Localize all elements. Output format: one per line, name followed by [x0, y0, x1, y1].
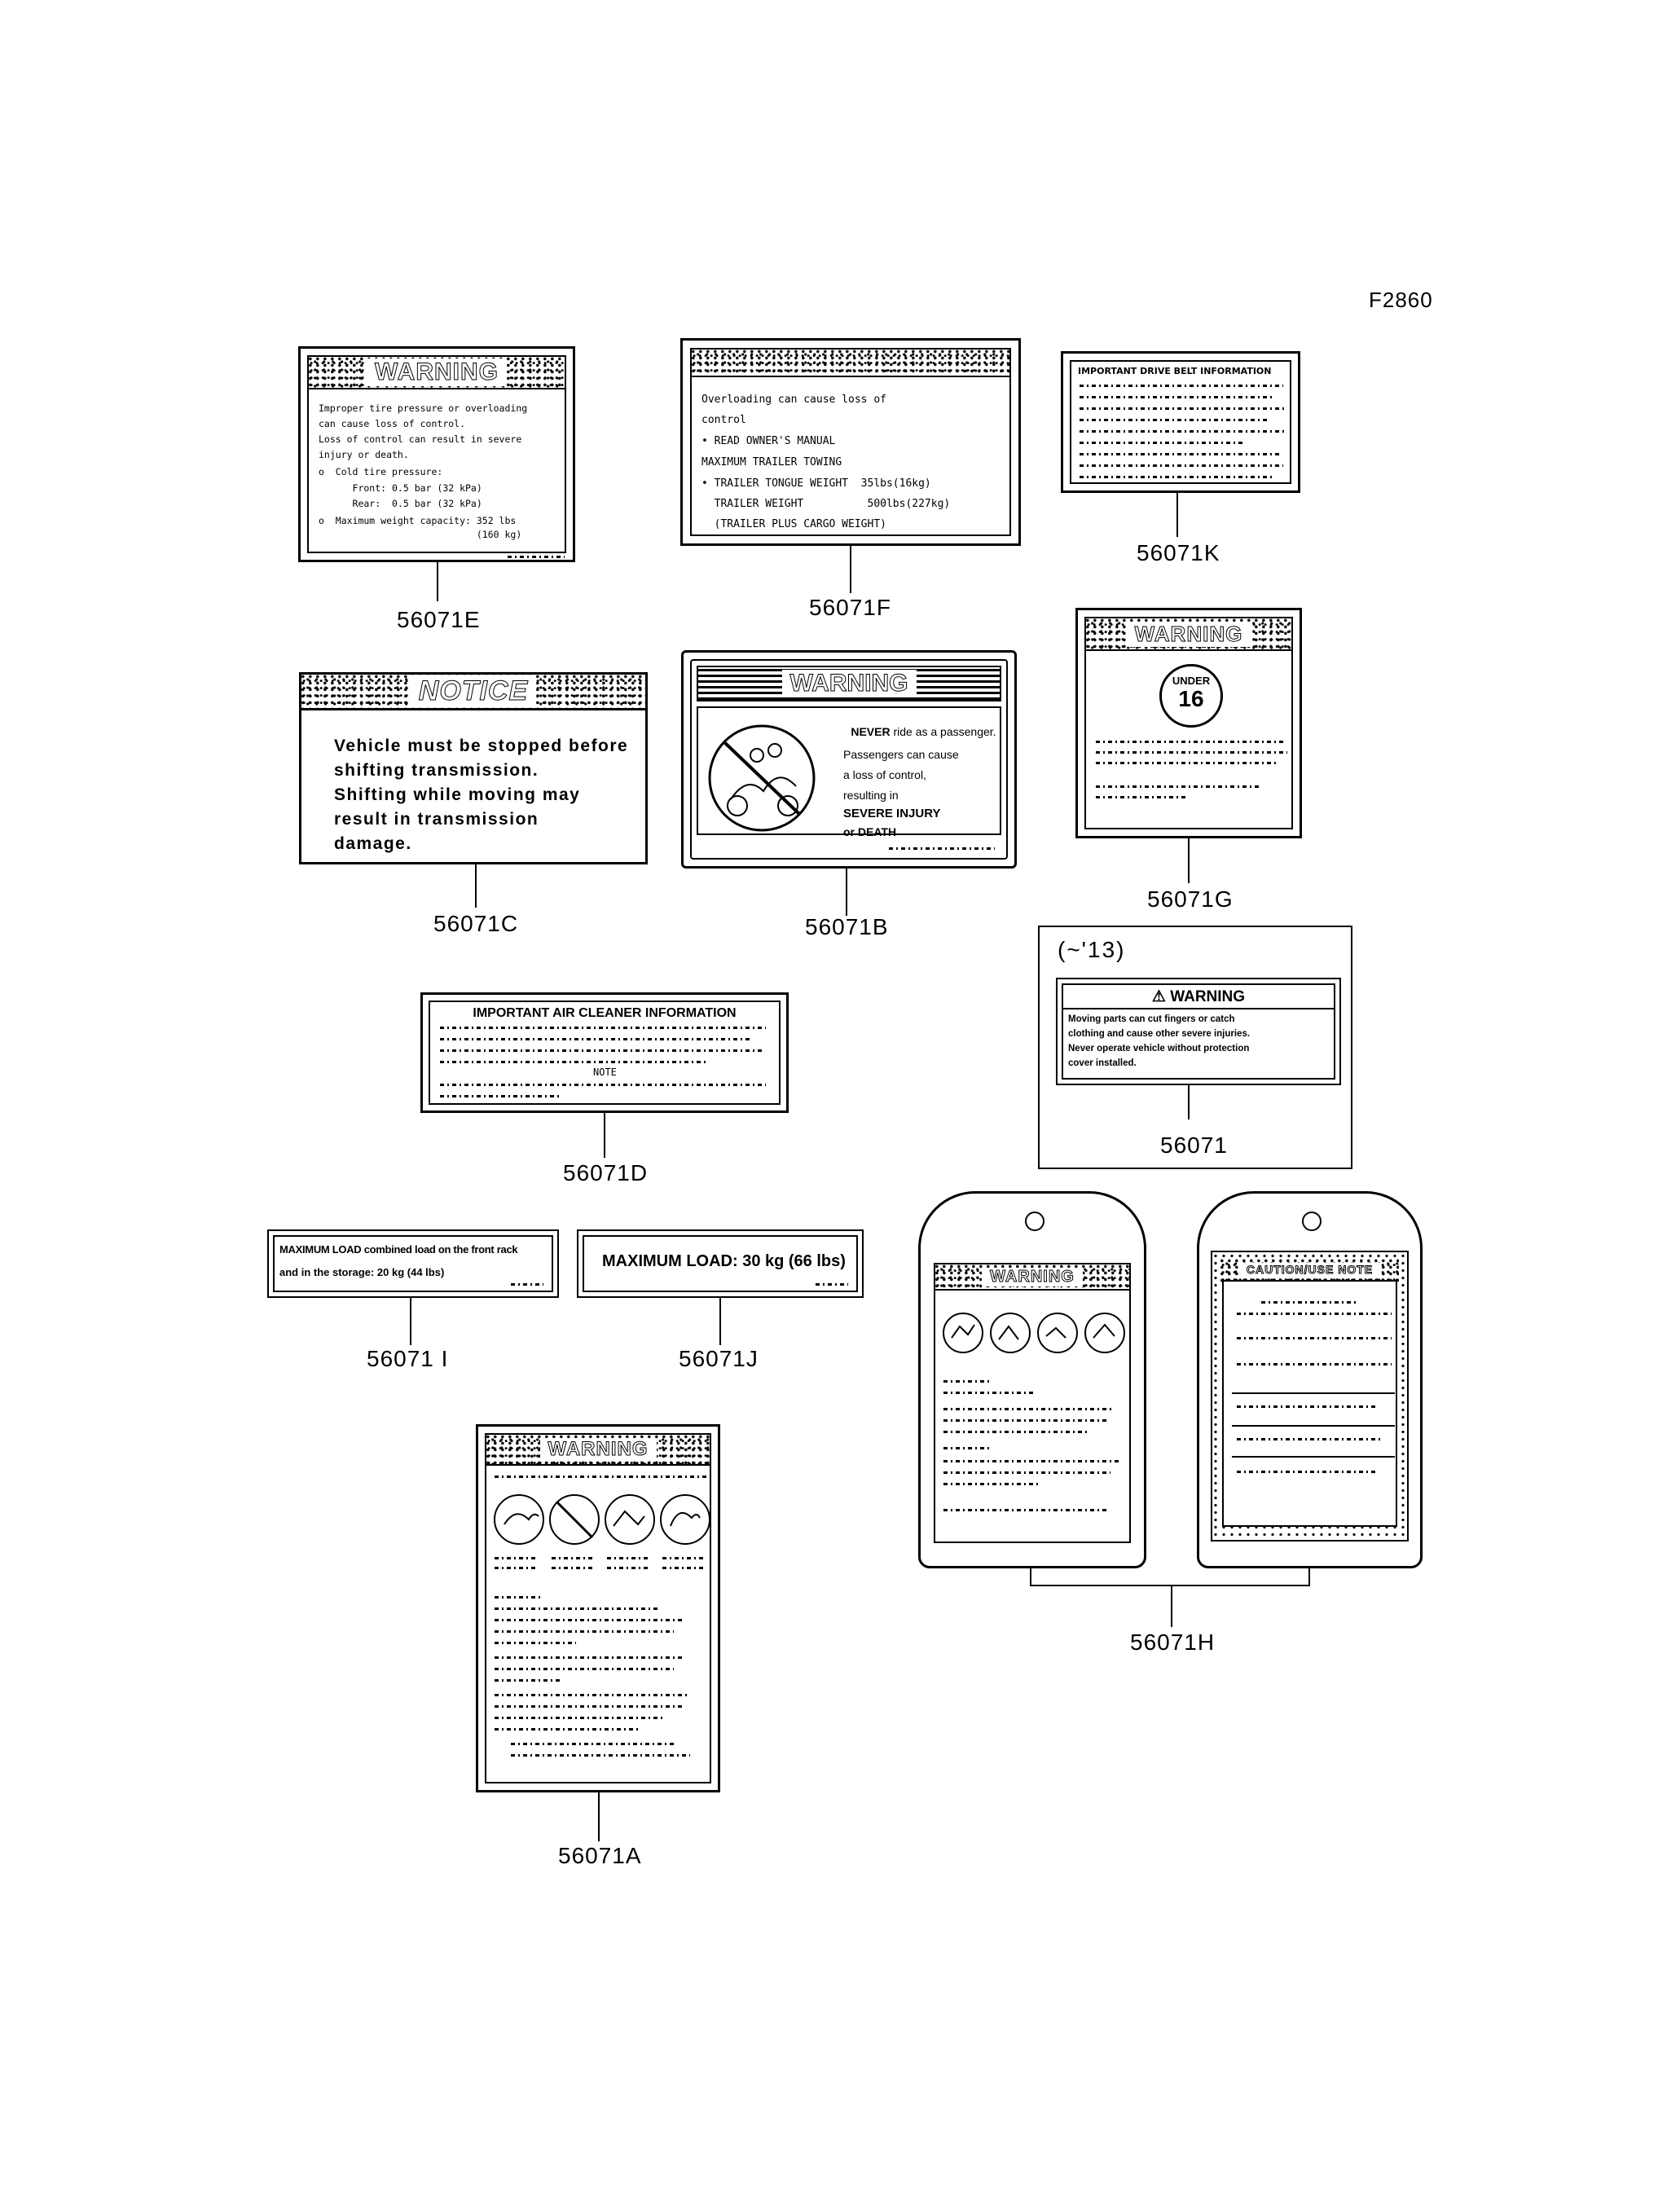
under-16-badge — [1159, 664, 1223, 728]
label-line: resulting in — [843, 789, 899, 802]
badge-num: 16 — [1178, 686, 1204, 711]
label-line: MAXIMUM LOAD combined load on the front rack — [279, 1243, 518, 1256]
part-number: 56071E — [397, 607, 481, 632]
death-text: or DEATH — [843, 825, 897, 838]
label-line: result in transmission — [334, 810, 539, 829]
label-header-text: IMPORTANT DRIVE BELT INFORMATION — [1078, 366, 1272, 376]
label-line: Overloading can cause loss of — [701, 394, 886, 406]
label-line: (160 kg) — [319, 529, 522, 540]
label-header-text: WARNING — [1127, 622, 1251, 647]
never-rest-text: ride as a passenger. — [893, 725, 996, 738]
label-header — [935, 1264, 1129, 1291]
label-56071k[interactable] — [1061, 351, 1300, 493]
label-line: Passengers can cause — [843, 748, 959, 761]
label-line: • READ OWNER'S MANUAL — [701, 435, 836, 447]
label-line: injury or death. — [319, 449, 409, 460]
part-number: 56071K — [1137, 540, 1220, 565]
part-number: 56071H — [1130, 1629, 1216, 1655]
label-header-text: CAUTION/USE NOTE — [1238, 1263, 1381, 1276]
label-56071g[interactable] — [1075, 608, 1302, 838]
tag-56071h-left[interactable] — [918, 1191, 1146, 1568]
label-line: control — [701, 414, 746, 426]
label-line: shifting transmission. — [334, 761, 539, 780]
label-line: MAXIMUM TRAILER TOWING — [701, 456, 842, 468]
label-header — [692, 350, 1009, 377]
part-number: 56071D — [563, 1160, 649, 1185]
tag-56071h-right[interactable] — [1197, 1191, 1423, 1568]
label-header-text: IMPORTANT AIR CLEANER INFORMATION — [473, 1006, 737, 1020]
tag-hole — [1025, 1212, 1045, 1231]
hazard-icons — [940, 1300, 1129, 1366]
label-line: cover installed. — [1068, 1058, 1137, 1068]
label-line: and in the storage: 20 kg (44 lbs) — [279, 1266, 445, 1278]
label-line: Vehicle must be stopped before — [334, 737, 629, 755]
label-header-text: NOTICE — [411, 675, 536, 707]
label-56071d[interactable] — [420, 992, 789, 1113]
label-header-text: WARNING — [367, 358, 507, 386]
part-number: 56071A — [558, 1843, 642, 1868]
label-56071f[interactable] — [680, 338, 1021, 546]
label-header-text: ⚠ WARNING — [1063, 985, 1334, 1009]
label-line: Front: 0.5 bar (32 kPa) — [319, 482, 482, 494]
label-56071[interactable] — [1056, 978, 1341, 1085]
year-caption: (~'13) — [1058, 937, 1126, 962]
note-text: NOTE — [593, 1067, 617, 1078]
label-line: Improper tire pressure or overloading — [319, 402, 528, 414]
figure-code: F2860 — [1369, 288, 1433, 312]
label-header — [301, 675, 645, 710]
badge-top: UNDER — [1172, 675, 1211, 687]
label-line: Loss of control can result in severe — [319, 433, 522, 445]
label-56071j[interactable] — [577, 1229, 864, 1298]
hazard-icons — [491, 1489, 713, 1550]
label-line: damage. — [334, 834, 412, 853]
label-line: TRAILER WEIGHT 500lbs(227kg) — [701, 498, 951, 510]
part-number: 56071B — [805, 914, 889, 939]
label-line: • TRAILER TONGUE WEIGHT 35lbs(16kg) — [701, 477, 931, 490]
label-line: Shifting while moving may — [334, 785, 581, 804]
label-header — [697, 666, 1001, 701]
tag-hole — [1302, 1212, 1322, 1231]
no-passenger-icon — [706, 721, 817, 835]
label-56071b[interactable] — [681, 650, 1017, 869]
label-line: a loss of control, — [843, 768, 926, 781]
part-number: 56071G — [1147, 886, 1234, 912]
part-number: 56071 — [1160, 1132, 1228, 1158]
severe-injury-text: SEVERE INJURY — [843, 807, 941, 820]
label-header-text: WARNING — [782, 670, 917, 697]
label-line: o Cold tire pressure: — [319, 466, 443, 477]
label-line: Rear: 0.5 bar (32 kPa) — [319, 498, 482, 509]
label-header — [1086, 618, 1291, 651]
part-number: 56071 I — [367, 1346, 449, 1371]
label-header — [486, 1435, 710, 1466]
label-header-text: WARNING — [540, 1438, 657, 1461]
label-line: (TRAILER PLUS CARGO WEIGHT) — [701, 518, 886, 530]
label-line: o Maximum weight capacity: 352 lbs — [319, 515, 517, 526]
box-56071 — [1038, 926, 1352, 1169]
label-56071i[interactable] — [267, 1229, 559, 1298]
label-56071a[interactable] — [476, 1424, 720, 1792]
label-line: Never operate vehicle without protection — [1068, 1044, 1250, 1053]
label-56071e[interactable] — [298, 346, 575, 562]
part-number: 56071J — [679, 1346, 759, 1371]
label-56071c[interactable] — [299, 672, 648, 864]
label-line: clothing and cause other severe injuries. — [1068, 1029, 1251, 1039]
part-number: 56071C — [433, 911, 519, 936]
label-line: MAXIMUM LOAD: 30 kg (66 lbs) — [602, 1252, 846, 1270]
label-line: can cause loss of control. — [319, 418, 466, 429]
label-header — [1220, 1259, 1399, 1282]
label-header-text: WARNING — [982, 1268, 1083, 1286]
label-header — [309, 357, 565, 389]
never-text: NEVER — [851, 725, 891, 738]
part-number: 56071F — [809, 595, 891, 620]
label-line: Moving parts can cut fingers or catch — [1068, 1014, 1235, 1024]
